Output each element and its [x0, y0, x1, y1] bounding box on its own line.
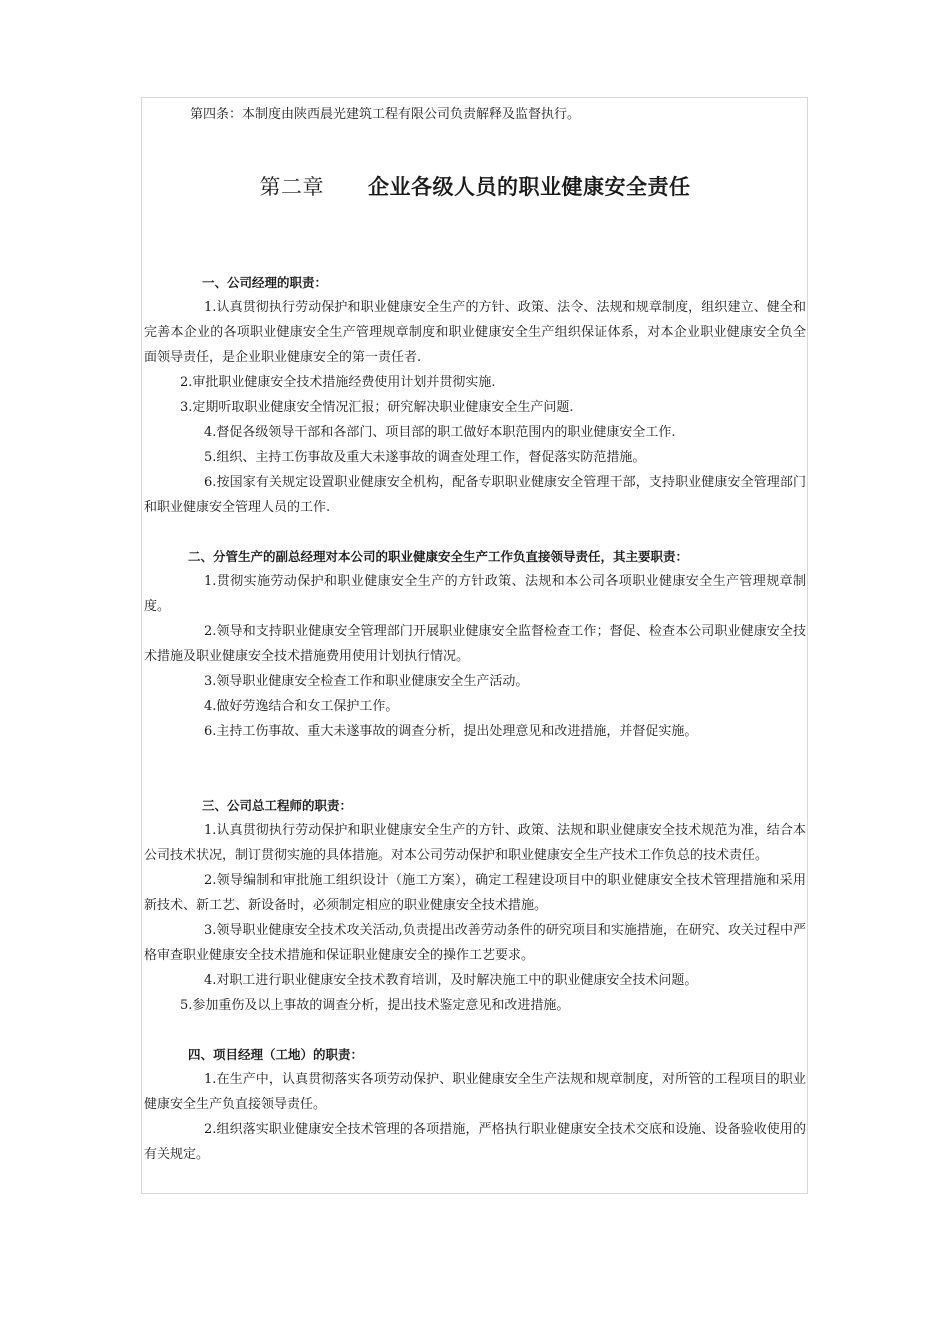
section-2-item-3: 3.领导职业健康安全检查工作和职业健康安全生产活动。 — [204, 674, 529, 689]
section-3-item-5: 5.参加重伤及以上事故的调查分析，提出技术鉴定意见和改进措施。 — [180, 998, 570, 1013]
section-4-item-1: 1.在生产中，认真贯彻落实各项劳动保护、职业健康安全生产法规和规章制度，对所管的工程项目的职业健康安全生产负直接领导责任。 — [144, 1072, 806, 1112]
section-1-item-1: 1.认真贯彻执行劳动保护和职业健康安全生产的方针、政策、法令、法规和规章制度，组织建立、健全和完善本企业的各项职业健康安全生产管理规章制度和职业健康安全生产组织保证体系，对本企业职业健康安全负全面领导责任，是企业职业健康安全的第一责任者. — [144, 300, 806, 365]
section-heading-4: 四、项目经理（工地）的职责： — [188, 1047, 364, 1062]
section-1-item-5: 5.组织、主持工伤事故及重大未遂事故的调查处理工作，督促落实防范措施。 — [204, 450, 646, 465]
section-3-item-2: 2.领导编制和审批施工组织设计（施工方案），确定工程建设项目中的职业健康安全技术管理措施和采用新技术、新工艺、新设备时，必须制定相应的职业健康安全技术措施。 — [144, 873, 806, 913]
section-1-item-2: 2.审批职业健康安全技术措施经费使用计划并贯彻实施. — [180, 375, 496, 390]
section-1-item-4: 4.督促各级领导干部和各部门、项目部的职工做好本职范围内的职业健康安全工作. — [204, 425, 676, 440]
chapter-number: 第二章 — [259, 175, 324, 199]
section-heading-1: 一、公司经理的职责： — [202, 275, 328, 290]
section-heading-3: 三、公司总工程师的职责： — [202, 798, 353, 813]
section-3-item-3: 3.领导职业健康安全技术攻关活动,负责提出改善劳动条件的研究项目和实施措施，在研究、攻关过程中严格审查职业健康安全技术措施和保证职业健康安全的操作工艺要求。 — [144, 923, 806, 963]
section-2-item-4: 4.做好劳逸结合和女工保护工作。 — [204, 699, 399, 714]
document-body — [144, 100, 806, 1167]
section-3-item-1: 1.认真贯彻执行劳动保护和职业健康安全生产的方针、政策、法规和职业健康安全技术规范为准，结合本公司技术状况，制订贯彻实施的具体措施。对本公司劳动保护和职业健康安全生产技术工作负总的技术责任。 — [144, 823, 806, 863]
section-2-item-5: 6.主持工伤事故、重大未遂事故的调查分析，提出处理意见和改进措施，并督促实施。 — [204, 724, 698, 739]
section-4-item-2: 2.组织落实职业健康安全技术管理的各项措施，严格执行职业健康安全技术交底和设施、设备验收使用的有关规定。 — [144, 1122, 806, 1162]
article-4: 第四条：本制度由陕西晨光建筑工程有限公司负责解释及监督执行。 — [190, 107, 581, 122]
section-heading-2: 二、分管生产的副总经理对本公司的职业健康安全生产工作负直接领导责任，其主要职责： — [188, 549, 689, 564]
section-1-item-6: 6.按国家有关规定设置职业健康安全机构，配备专职职业健康安全管理干部，支持职业健康安全管理部门和职业健康安全管理人员的工作. — [144, 475, 806, 515]
section-2-item-2: 2.领导和支持职业健康安全管理部门开展职业健康安全监督检查工作；督促、检查本公司职业健康安全技术措施及职业健康安全技术措施费用使用计划执行情况。 — [144, 624, 806, 664]
section-3-item-4: 4.对职工进行职业健康安全技术教育培训，及时解决施工中的职业健康安全技术问题。 — [204, 973, 698, 988]
section-1-item-3: 3.定期听取职业健康安全情况汇报；研究解决职业健康安全生产问题. — [180, 400, 574, 415]
section-2-item-1: 1.贯彻实施劳动保护和职业健康安全生产的方针政策、法规和本公司各项职业健康安全生产管理规章制度。 — [144, 574, 806, 614]
chapter-title: 企业各级人员的职业健康安全责任 — [368, 175, 691, 199]
chapter-heading — [144, 172, 806, 202]
